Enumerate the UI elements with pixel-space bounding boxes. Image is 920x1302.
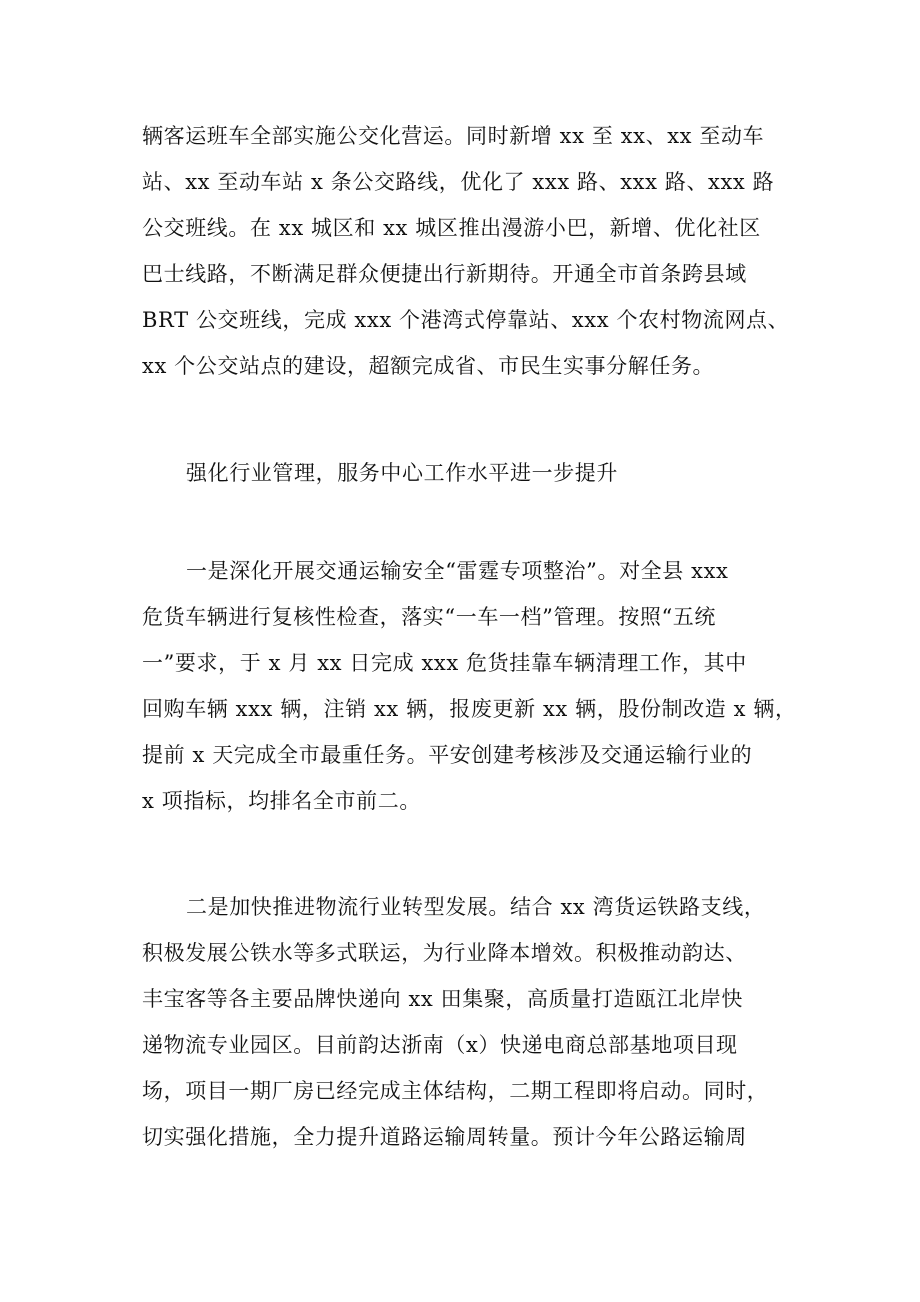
paragraph-line: 切实强化措施，全力提升道路运输周转量。预计今年公路运输周 (142, 1125, 747, 1149)
section-heading: 强化行业管理，服务中心工作水平进一步提升 (186, 461, 618, 485)
paragraph-line: 巴士线路，不断满足群众便捷出行新期待。开通全市首条跨县域 (142, 262, 747, 286)
paragraph-line: 一是深化开展交通运输安全“雷霆专项整治”。对全县 xxx (186, 559, 729, 583)
paragraph-line: 回购车辆 xxx 辆，注销 xx 辆，报废更新 xx 辆，股份制改造 x 辆， (142, 697, 797, 721)
paragraph-line: 一”要求，于 x 月 xx 日完成 xxx 危货挂靠车辆清理工作，其中 (142, 651, 747, 675)
paragraph-line: BRT 公交班线，完成 xxx 个港湾式停靠站、xxx 个农村物流网点、 (142, 308, 790, 332)
section-heading-block (142, 450, 802, 496)
paragraph-line: 辆客运班车全部实施公交化营运。同时新增 xx 至 xx、xx 至动车 (142, 124, 765, 148)
paragraph-line: 丰宝客等各主要品牌快递向 xx 田集聚，高质量打造瓯江北岸快 (142, 987, 744, 1011)
paragraph-2 (142, 548, 802, 824)
paragraph-line: 二是加快推进物流行业转型发展。结合 xx 湾货运铁路支线， (186, 895, 766, 919)
paragraph-line: 积极发展公铁水等多式联运，为行业降本增效。积极推动韵达、 (142, 941, 747, 965)
paragraph-line: 公交班线。在 xx 城区和 xx 城区推出漫游小巴，新增、优化社区 (142, 216, 761, 240)
paragraph-line: 递物流专业园区。目前韵达浙南（x）快递电商总部基地项目现 (142, 1033, 738, 1057)
paragraph-line: 场，项目一期厂房已经完成主体结构，二期工程即将启动。同时， (142, 1079, 769, 1103)
paragraph-line: 提前 x 天完成全市最重任务。平安创建考核涉及交通运输行业的 (142, 743, 753, 767)
paragraph-1 (142, 113, 802, 389)
paragraph-line: 危货车辆进行复核性检查，落实“一车一档”管理。按照“五统 (142, 605, 717, 629)
paragraph-line: x 项指标，均排名全市前二。 (142, 789, 421, 813)
paragraph-line: 站、xx 至动车站 x 条公交路线，优化了 xxx 路、xxx 路、xxx 路 (142, 170, 775, 194)
paragraph-3 (142, 884, 802, 1160)
paragraph-line: xx 个公交站点的建设，超额完成省、市民生实事分解任务。 (142, 354, 715, 378)
